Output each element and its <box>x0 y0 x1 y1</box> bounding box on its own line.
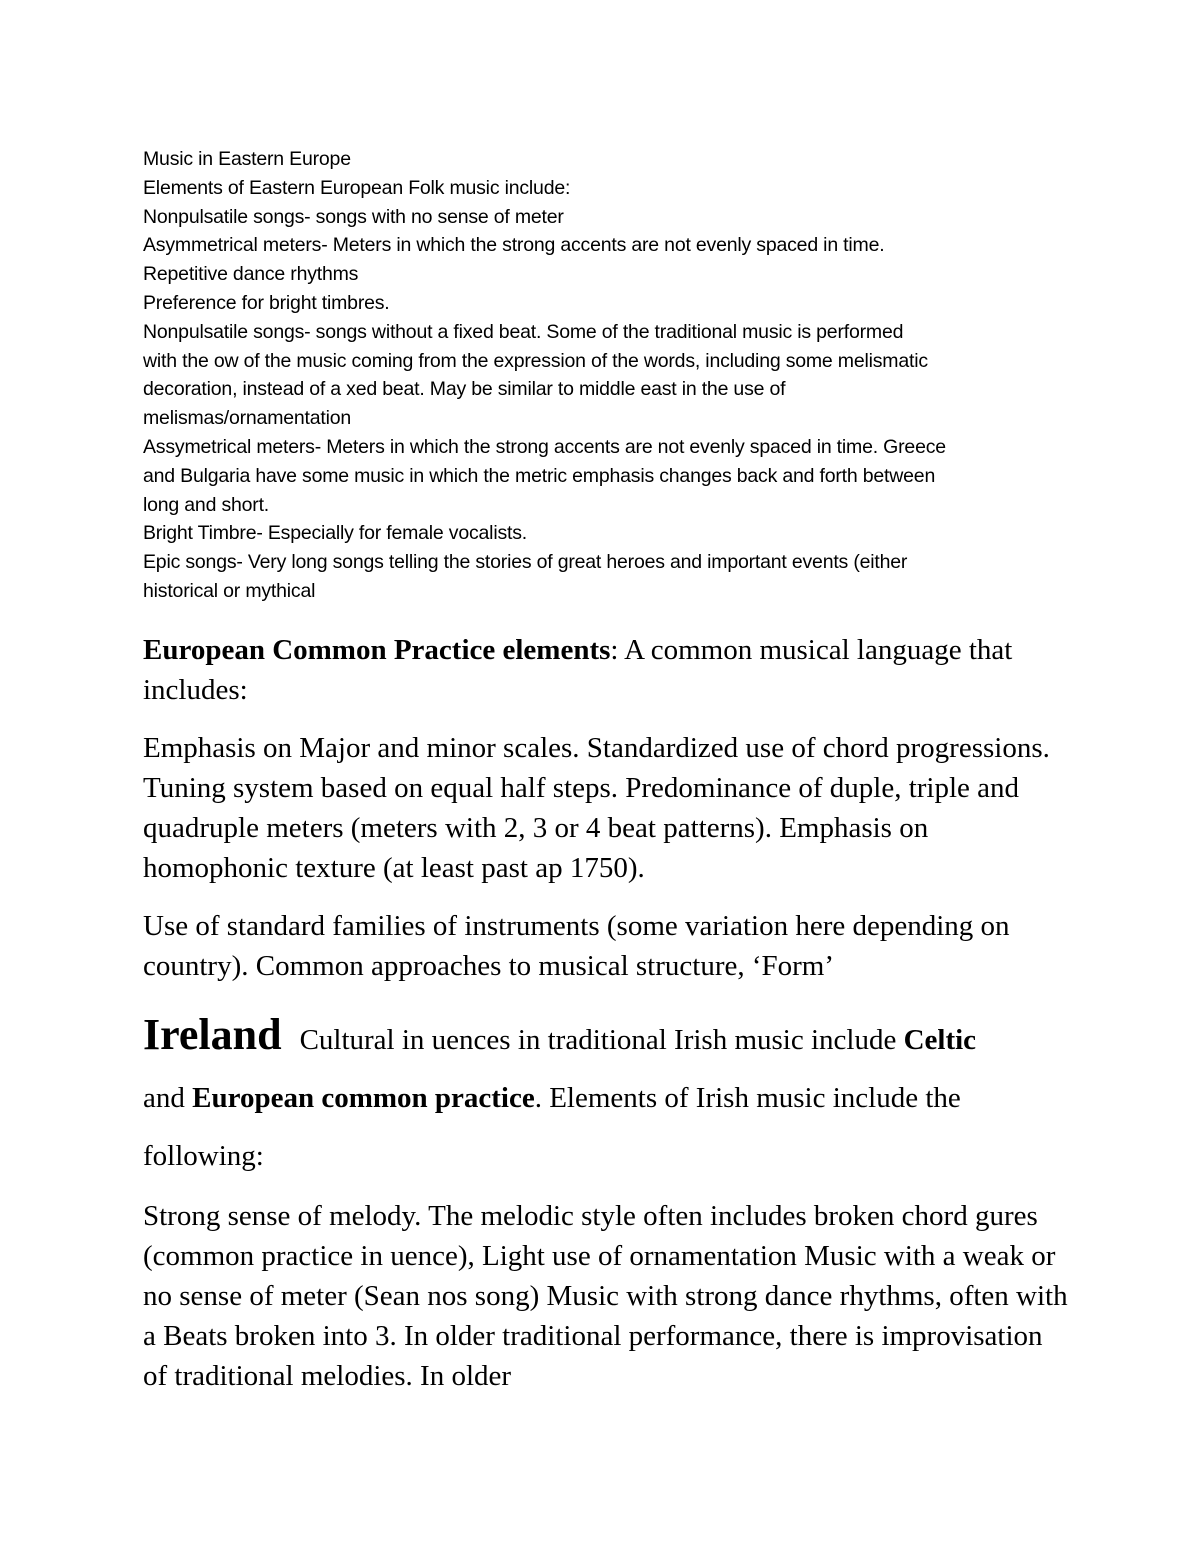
ireland-bold-celtic: Celtic <box>903 1024 977 1056</box>
text-line: Nonpulsatile songs- songs with no sense of meter <box>143 205 564 228</box>
text-line: Repetitive dance rhythms <box>143 263 359 286</box>
eastern-europe-section <box>143 145 1073 606</box>
section-title: Music in Eastern Europe <box>143 148 351 170</box>
common-practice-heading: European Common Practice elements <box>143 634 611 666</box>
common-practice-heading-rest: : A common musical language that includes: <box>143 634 1013 706</box>
text-line: with the ow of the music coming from the expression of the words, including some melismatic <box>143 349 928 372</box>
common-practice-intro <box>143 630 1073 710</box>
text-line: Preference for bright timbres. <box>143 291 390 314</box>
ireland-intro-line: following: <box>143 1140 264 1172</box>
text-line: long and short. <box>143 493 270 516</box>
ireland-body <box>143 1196 1073 1396</box>
text-line: melismas/ornamentation <box>143 407 352 430</box>
text-line: and Bulgaria have some music in which the metric emphasis changes back and forth between <box>143 464 936 487</box>
ireland-intro-text: and <box>143 1082 193 1114</box>
text-line: decoration, instead of a xed beat. May be similar to middle east in the use of <box>143 378 786 401</box>
text-line: historical or mythical <box>143 579 316 602</box>
text-line: Asymmetrical meters- Meters in which the strong accents are not evenly spaced in time. <box>143 234 885 257</box>
common-practice-paragraph: Emphasis on Major and minor scales. Standardized use of chord progressions. Tuning system based on equal half steps. Predominance of duple, triple and quadruple meters (meters with 2, 3 or 4 beat patterns). Emphasis on homophonic texture (at least past ap 1750). <box>143 732 1050 884</box>
ireland-heading: Ireland <box>143 1010 282 1059</box>
ireland-intro-line <box>143 1069 1073 1127</box>
ireland-intro-line <box>143 1006 1073 1069</box>
common-practice-paragraph: Use of standard families of instruments (some variation here depending on country). Common approaches to musical structure, ‘Form’ <box>143 910 1010 982</box>
common-practice-section <box>143 630 1073 986</box>
ireland-paragraph: Strong sense of melody. The melodic style often includes broken chord gures (common practice in uence), Light use of ornamentation Music with a weak or no sense of meter (Sean nos song) Music with strong dance rhythms, often with a Beats broken into 3. In older traditional performance, there is improvisation of traditional melodies. In older <box>143 1200 1068 1392</box>
text-line: Assymetrical meters- Meters in which the strong accents are not evenly spaced in time. Greece <box>143 435 946 458</box>
text-line: Epic songs- Very long songs telling the stories of great heroes and important events (either <box>143 551 908 574</box>
ireland-intro-text: . Elements of Irish music include the <box>534 1082 961 1114</box>
ireland-section <box>143 1006 1073 1185</box>
text-line: Nonpulsatile songs- songs without a fixed beat. Some of the traditional music is performed <box>143 320 904 343</box>
text-line: Bright Timbre- Especially for female vocalists. <box>143 522 527 545</box>
ireland-bold-ecp: European common practice <box>192 1082 535 1114</box>
text-line: Elements of Eastern European Folk music include: <box>143 176 571 199</box>
ireland-intro-text: Cultural in uences in traditional Irish music include <box>299 1024 904 1056</box>
